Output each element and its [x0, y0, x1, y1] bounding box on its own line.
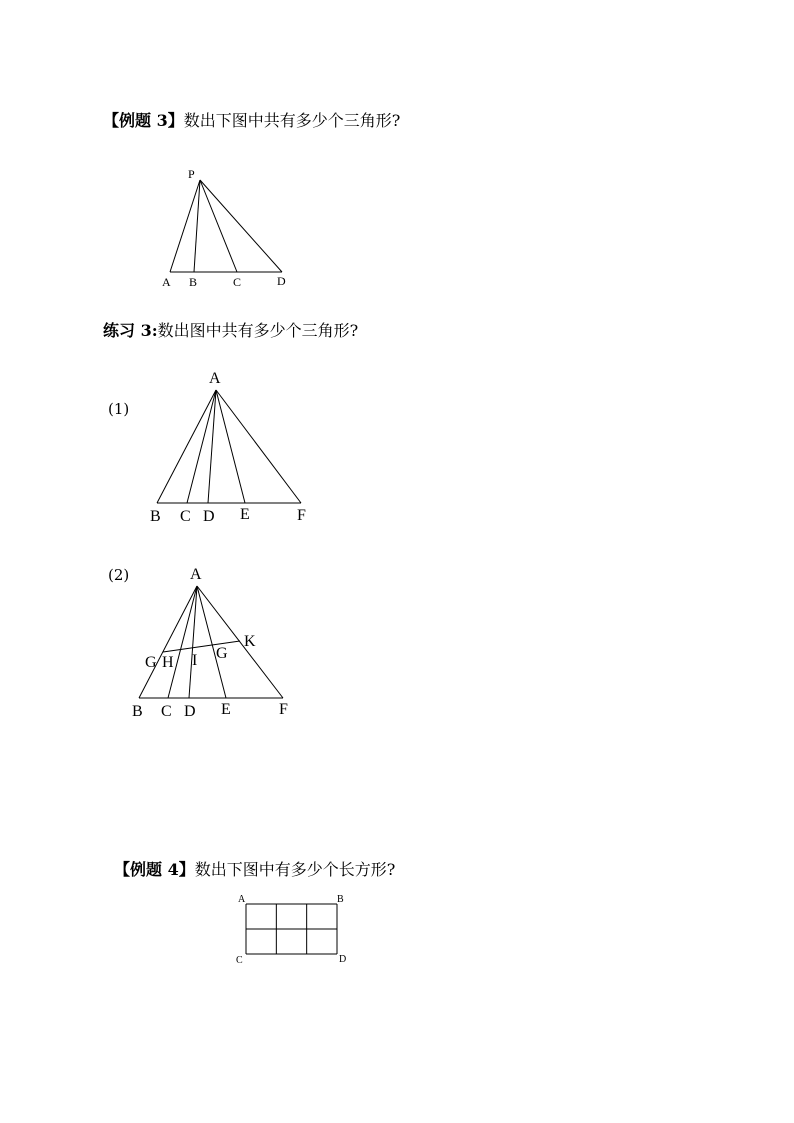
label-D: D: [203, 508, 215, 525]
label-P: P: [188, 167, 195, 181]
fig2-number: (2): [108, 566, 130, 584]
label-C: C: [233, 275, 242, 289]
example4-heading-bracket: 【例题 4】: [114, 860, 195, 879]
practice3-heading-label: 练习 3:: [103, 321, 158, 340]
label-I: I: [192, 652, 198, 669]
label-F: F: [279, 701, 288, 718]
label-F: F: [297, 507, 306, 524]
practice3-question: 数出图中共有多少个三角形?: [157, 321, 359, 340]
label-A: A: [238, 894, 246, 905]
label-D: D: [277, 274, 286, 288]
label-C: C: [161, 703, 172, 720]
label-B: B: [132, 703, 143, 720]
label-E: E: [240, 506, 250, 523]
label-K: K: [244, 633, 256, 650]
label-D: D: [184, 703, 196, 720]
label-C: C: [180, 508, 191, 525]
fig1-number: (1): [108, 400, 130, 418]
label-C: C: [236, 955, 243, 966]
label-A: A: [190, 566, 202, 583]
label-B: B: [337, 894, 344, 905]
label-B: B: [189, 275, 198, 289]
grid-lines: [246, 904, 337, 954]
label-D: D: [339, 954, 347, 965]
example3-heading-bracket: 【例题 3】: [103, 111, 184, 130]
label-E: E: [221, 701, 231, 718]
label-G-left: G: [145, 654, 157, 671]
example3-question: 数出下图中共有多少个三角形?: [183, 111, 401, 130]
label-H: H: [162, 654, 174, 671]
example4-question: 数出下图中有多少个长方形?: [194, 860, 396, 879]
label-A: A: [162, 275, 171, 289]
label-G-right: G: [216, 645, 228, 662]
label-A: A: [209, 370, 221, 387]
label-B: B: [150, 508, 161, 525]
